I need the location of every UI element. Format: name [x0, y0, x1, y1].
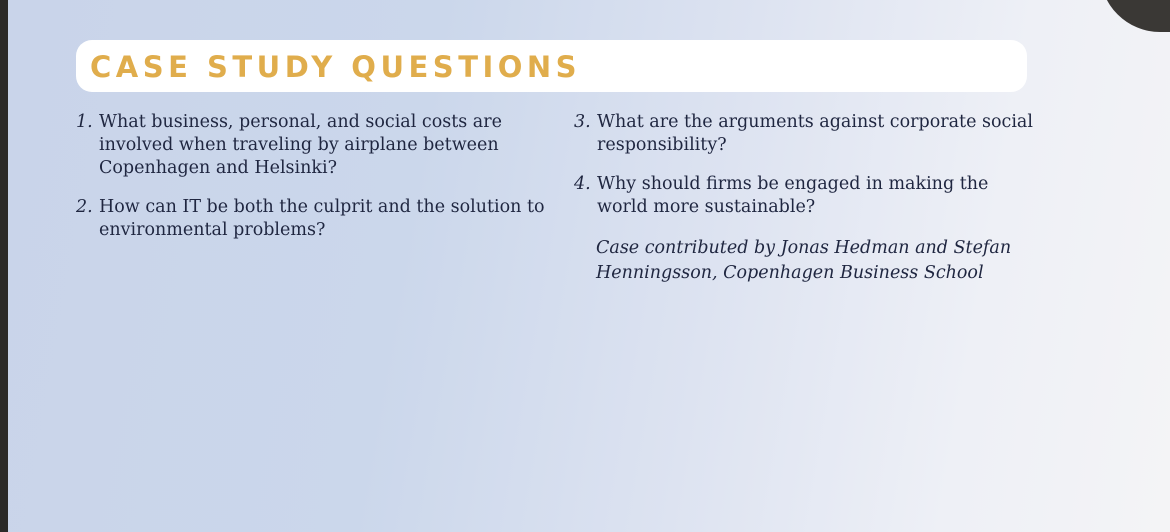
question-text: What are the arguments against corporate social responsibility?	[597, 112, 1033, 155]
question-item	[574, 111, 1044, 157]
question-item	[76, 111, 546, 180]
question-item	[76, 196, 546, 242]
question-number: 4.	[574, 174, 591, 194]
question-number: 2.	[76, 197, 93, 217]
question-item	[574, 173, 1044, 219]
question-text: What business, personal, and social costs are involved when traveling by airplane between Copenhagen and Helsinki?	[99, 112, 502, 178]
question-number: 3.	[574, 112, 591, 132]
section-title: CASE STUDY QUESTIONS	[90, 50, 582, 84]
document-page	[8, 0, 1170, 532]
case-credit: Case contributed by Jonas Hedman and Stefan Henningsson, Copenhagen Business School	[596, 238, 1012, 283]
question-number: 1.	[76, 112, 93, 132]
question-text: How can IT be both the culprit and the solution to environmental problems?	[99, 197, 545, 240]
section-banner	[76, 40, 1027, 92]
question-text: Why should firms be engaged in making the world more sustainable?	[597, 174, 989, 217]
